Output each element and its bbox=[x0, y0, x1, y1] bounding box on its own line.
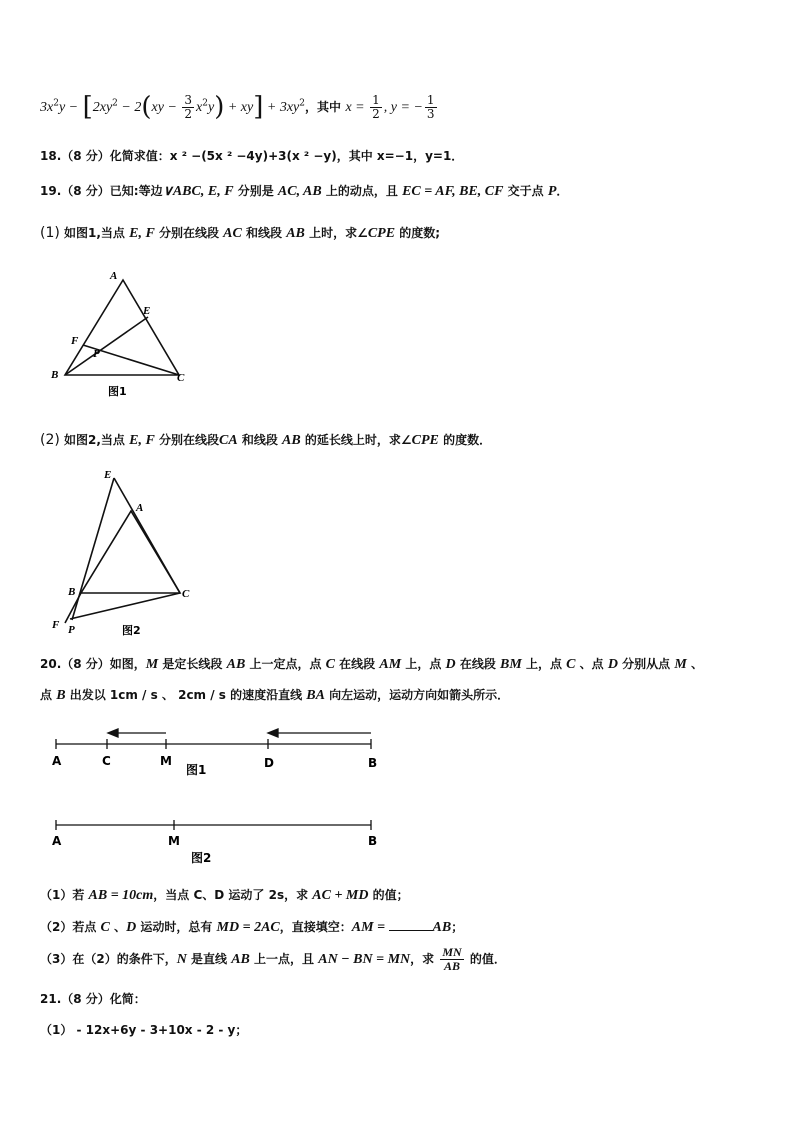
left-bracket: [ bbox=[82, 92, 93, 122]
math: M bbox=[145, 657, 159, 672]
math: AM = bbox=[351, 920, 389, 935]
question-19-stem bbox=[40, 182, 568, 200]
exp-2: 2 bbox=[53, 98, 59, 109]
frac-num: MN bbox=[442, 945, 462, 959]
question-21-title: 21.（8 分）化简： bbox=[40, 992, 146, 1006]
frac-num: 1 bbox=[426, 92, 435, 107]
expr-part: − 2 bbox=[117, 100, 142, 115]
label-a: A bbox=[52, 754, 62, 768]
math: ∨ABC, E, F bbox=[162, 184, 234, 199]
math: AB = 10cm bbox=[88, 888, 154, 903]
text: 如图2,当点 bbox=[59, 433, 130, 447]
math: C bbox=[100, 920, 110, 935]
figure-1-triangle bbox=[40, 262, 210, 407]
math: AC + MD bbox=[312, 888, 369, 903]
math: MD = 2AC bbox=[216, 920, 280, 935]
question-19-part-1 bbox=[40, 224, 440, 242]
text: 、点 bbox=[575, 657, 608, 671]
frac-num: 3 bbox=[184, 92, 193, 107]
text: 上时，求∠ bbox=[304, 226, 368, 240]
text: 交于点 bbox=[503, 184, 548, 198]
triangle-abc bbox=[65, 280, 179, 375]
question-20-sub-3 bbox=[40, 946, 506, 973]
math: M bbox=[674, 657, 687, 672]
label-a: A bbox=[52, 834, 62, 848]
frac-den: AB bbox=[444, 959, 461, 973]
text: ； bbox=[451, 920, 464, 934]
label-f: F bbox=[52, 619, 60, 631]
text: 的度数． bbox=[438, 433, 492, 447]
math: CPE bbox=[411, 433, 439, 448]
y-eq: , y = − bbox=[383, 100, 423, 115]
math: AC, AB bbox=[277, 184, 322, 199]
segment-figure-2 bbox=[40, 812, 400, 868]
math: AB bbox=[282, 433, 301, 448]
label-m: M bbox=[160, 754, 172, 768]
text: 分别在线段 bbox=[154, 226, 224, 240]
text: 上，点 bbox=[521, 657, 567, 671]
text: ，求 bbox=[410, 952, 439, 966]
caption: 图1 bbox=[186, 763, 207, 777]
text: 和线段 bbox=[241, 226, 287, 240]
text: 的度数; bbox=[395, 226, 441, 240]
text: 上一点，且 bbox=[249, 952, 319, 966]
expr-part: + xy bbox=[224, 100, 254, 115]
fraction-3-2 bbox=[182, 94, 194, 121]
text: 的值． bbox=[465, 952, 506, 966]
math: D bbox=[607, 657, 618, 672]
text: 、 bbox=[109, 920, 127, 934]
math: AB bbox=[231, 952, 250, 967]
fraction-x bbox=[370, 94, 382, 121]
exp-2: 2 bbox=[299, 98, 305, 109]
math: BA bbox=[306, 688, 325, 703]
label-b: B bbox=[51, 369, 59, 381]
math: CA bbox=[218, 433, 238, 448]
segment-cf bbox=[70, 593, 180, 619]
math: E, F bbox=[129, 226, 155, 241]
label-c: C bbox=[102, 754, 111, 768]
exp-2: 2 bbox=[202, 98, 208, 109]
text: 是定长线段 bbox=[158, 657, 227, 671]
right-bracket: ] bbox=[253, 92, 264, 122]
part-number: (1) bbox=[40, 225, 60, 241]
q17-expression bbox=[40, 92, 439, 122]
expr-part: y bbox=[207, 100, 215, 115]
text: 运动时，总有 bbox=[136, 920, 217, 934]
arrowhead-c bbox=[108, 729, 118, 737]
text: 上一定点，点 bbox=[245, 657, 326, 671]
label-m: M bbox=[168, 834, 180, 848]
math: D bbox=[445, 657, 456, 672]
label-a: A bbox=[110, 270, 118, 282]
label-c: C bbox=[182, 588, 190, 600]
label-b: B bbox=[68, 586, 76, 598]
text: ，直接填空： bbox=[279, 920, 352, 934]
part-number: (2) bbox=[40, 432, 60, 448]
expr-part: 2xy bbox=[92, 100, 113, 115]
question-21-sub-1: （1） - 12x+6y - 3+10x - 2 - y； bbox=[40, 1023, 248, 1037]
condition-text: ，其中 bbox=[305, 100, 342, 114]
math: N bbox=[176, 952, 187, 967]
math: B bbox=[56, 688, 66, 703]
text: ． bbox=[556, 184, 569, 198]
fraction-mn-ab bbox=[440, 946, 463, 973]
fraction-y bbox=[425, 94, 437, 121]
text: 在线段 bbox=[455, 657, 500, 671]
question-18: 18.（8 分）化简求值：x ² −(5x ² −4y)+3(x ² −y)，其中 x=−1，y=1． bbox=[40, 149, 464, 163]
question-20-line-1 bbox=[40, 655, 703, 673]
math: P bbox=[547, 184, 557, 199]
text: ，当点 C、D 运动了 2s，求 bbox=[153, 888, 313, 902]
math: CPE bbox=[367, 226, 396, 241]
frac-den: 2 bbox=[184, 106, 193, 121]
math: AB bbox=[286, 226, 305, 241]
text: 的延长线上时，求∠ bbox=[300, 433, 412, 447]
math: AN − BN = MN bbox=[318, 952, 411, 967]
exp-2: 2 bbox=[112, 98, 118, 109]
expr-part: y − bbox=[58, 100, 79, 115]
caption: 图2 bbox=[122, 624, 141, 637]
math: C bbox=[566, 657, 576, 672]
segment-figure-1 bbox=[40, 722, 400, 782]
caption: 图1 bbox=[108, 385, 127, 398]
text: 和线段 bbox=[237, 433, 283, 447]
math: AM bbox=[379, 657, 402, 672]
arrowhead-d bbox=[268, 729, 278, 737]
text: 在线段 bbox=[335, 657, 380, 671]
math: E, F bbox=[129, 433, 155, 448]
math: BM bbox=[500, 657, 522, 672]
label-d: D bbox=[264, 756, 274, 770]
expr-part: + 3xy bbox=[263, 100, 300, 115]
label-f: F bbox=[71, 335, 79, 347]
answer-blank[interactable] bbox=[389, 918, 433, 931]
caption: 图2 bbox=[191, 851, 212, 865]
question-20-sub-2 bbox=[40, 918, 463, 936]
math: AB bbox=[226, 657, 246, 672]
right-paren: ) bbox=[214, 92, 225, 122]
text: 上的动点，且 bbox=[321, 184, 403, 198]
text: 出发以 1cm / s 、 2cm / s 的速度沿直线 bbox=[65, 688, 307, 702]
triangle-abc bbox=[81, 511, 180, 593]
question-20-sub-1 bbox=[40, 886, 409, 904]
text: 20.（8 分）如图， bbox=[40, 657, 146, 671]
text: 19.（8 分）已知:等边 bbox=[40, 184, 163, 198]
text: 分别是 bbox=[233, 184, 278, 198]
frac-den: 3 bbox=[426, 106, 435, 121]
label-e: E bbox=[104, 469, 112, 481]
left-paren: ( bbox=[141, 92, 152, 122]
text: 、 bbox=[686, 657, 703, 671]
math: C bbox=[325, 657, 335, 672]
text: （1）若 bbox=[40, 888, 89, 902]
text: 是直线 bbox=[186, 952, 232, 966]
question-20-line-2 bbox=[40, 686, 509, 704]
frac-den: 2 bbox=[372, 106, 380, 121]
text: 点 bbox=[40, 688, 57, 702]
text: （3）在（2）的条件下， bbox=[40, 952, 177, 966]
question-19-part-2 bbox=[40, 431, 491, 449]
label-p: P bbox=[93, 348, 100, 360]
expr-part: 3x bbox=[40, 100, 54, 115]
math: D bbox=[126, 920, 137, 935]
text: 分别在线段 bbox=[154, 433, 219, 447]
text: 的值； bbox=[368, 888, 409, 902]
frac-num: 1 bbox=[372, 92, 380, 107]
text: 分别从点 bbox=[617, 657, 675, 671]
label-p: P bbox=[68, 624, 75, 636]
text: 如图1,当点 bbox=[59, 226, 130, 240]
expr-part: xy − bbox=[151, 100, 181, 115]
label-b: B bbox=[368, 756, 378, 770]
text: 向左运动，运动方向如箭头所示． bbox=[324, 688, 510, 702]
math: EC = AF, BE, CF bbox=[402, 184, 504, 199]
label-e: E bbox=[143, 305, 151, 317]
figure-2-triangle bbox=[44, 466, 209, 641]
expr-part: x bbox=[196, 100, 203, 115]
math: AB bbox=[432, 920, 452, 935]
segment-ec bbox=[114, 478, 180, 593]
x-eq: x = bbox=[345, 100, 369, 115]
label-b: B bbox=[368, 834, 378, 848]
text: （2）若点 bbox=[40, 920, 101, 934]
text: 上，点 bbox=[401, 657, 446, 671]
label-c: C bbox=[177, 372, 185, 384]
label-a: A bbox=[136, 502, 144, 514]
math: AC bbox=[223, 226, 242, 241]
